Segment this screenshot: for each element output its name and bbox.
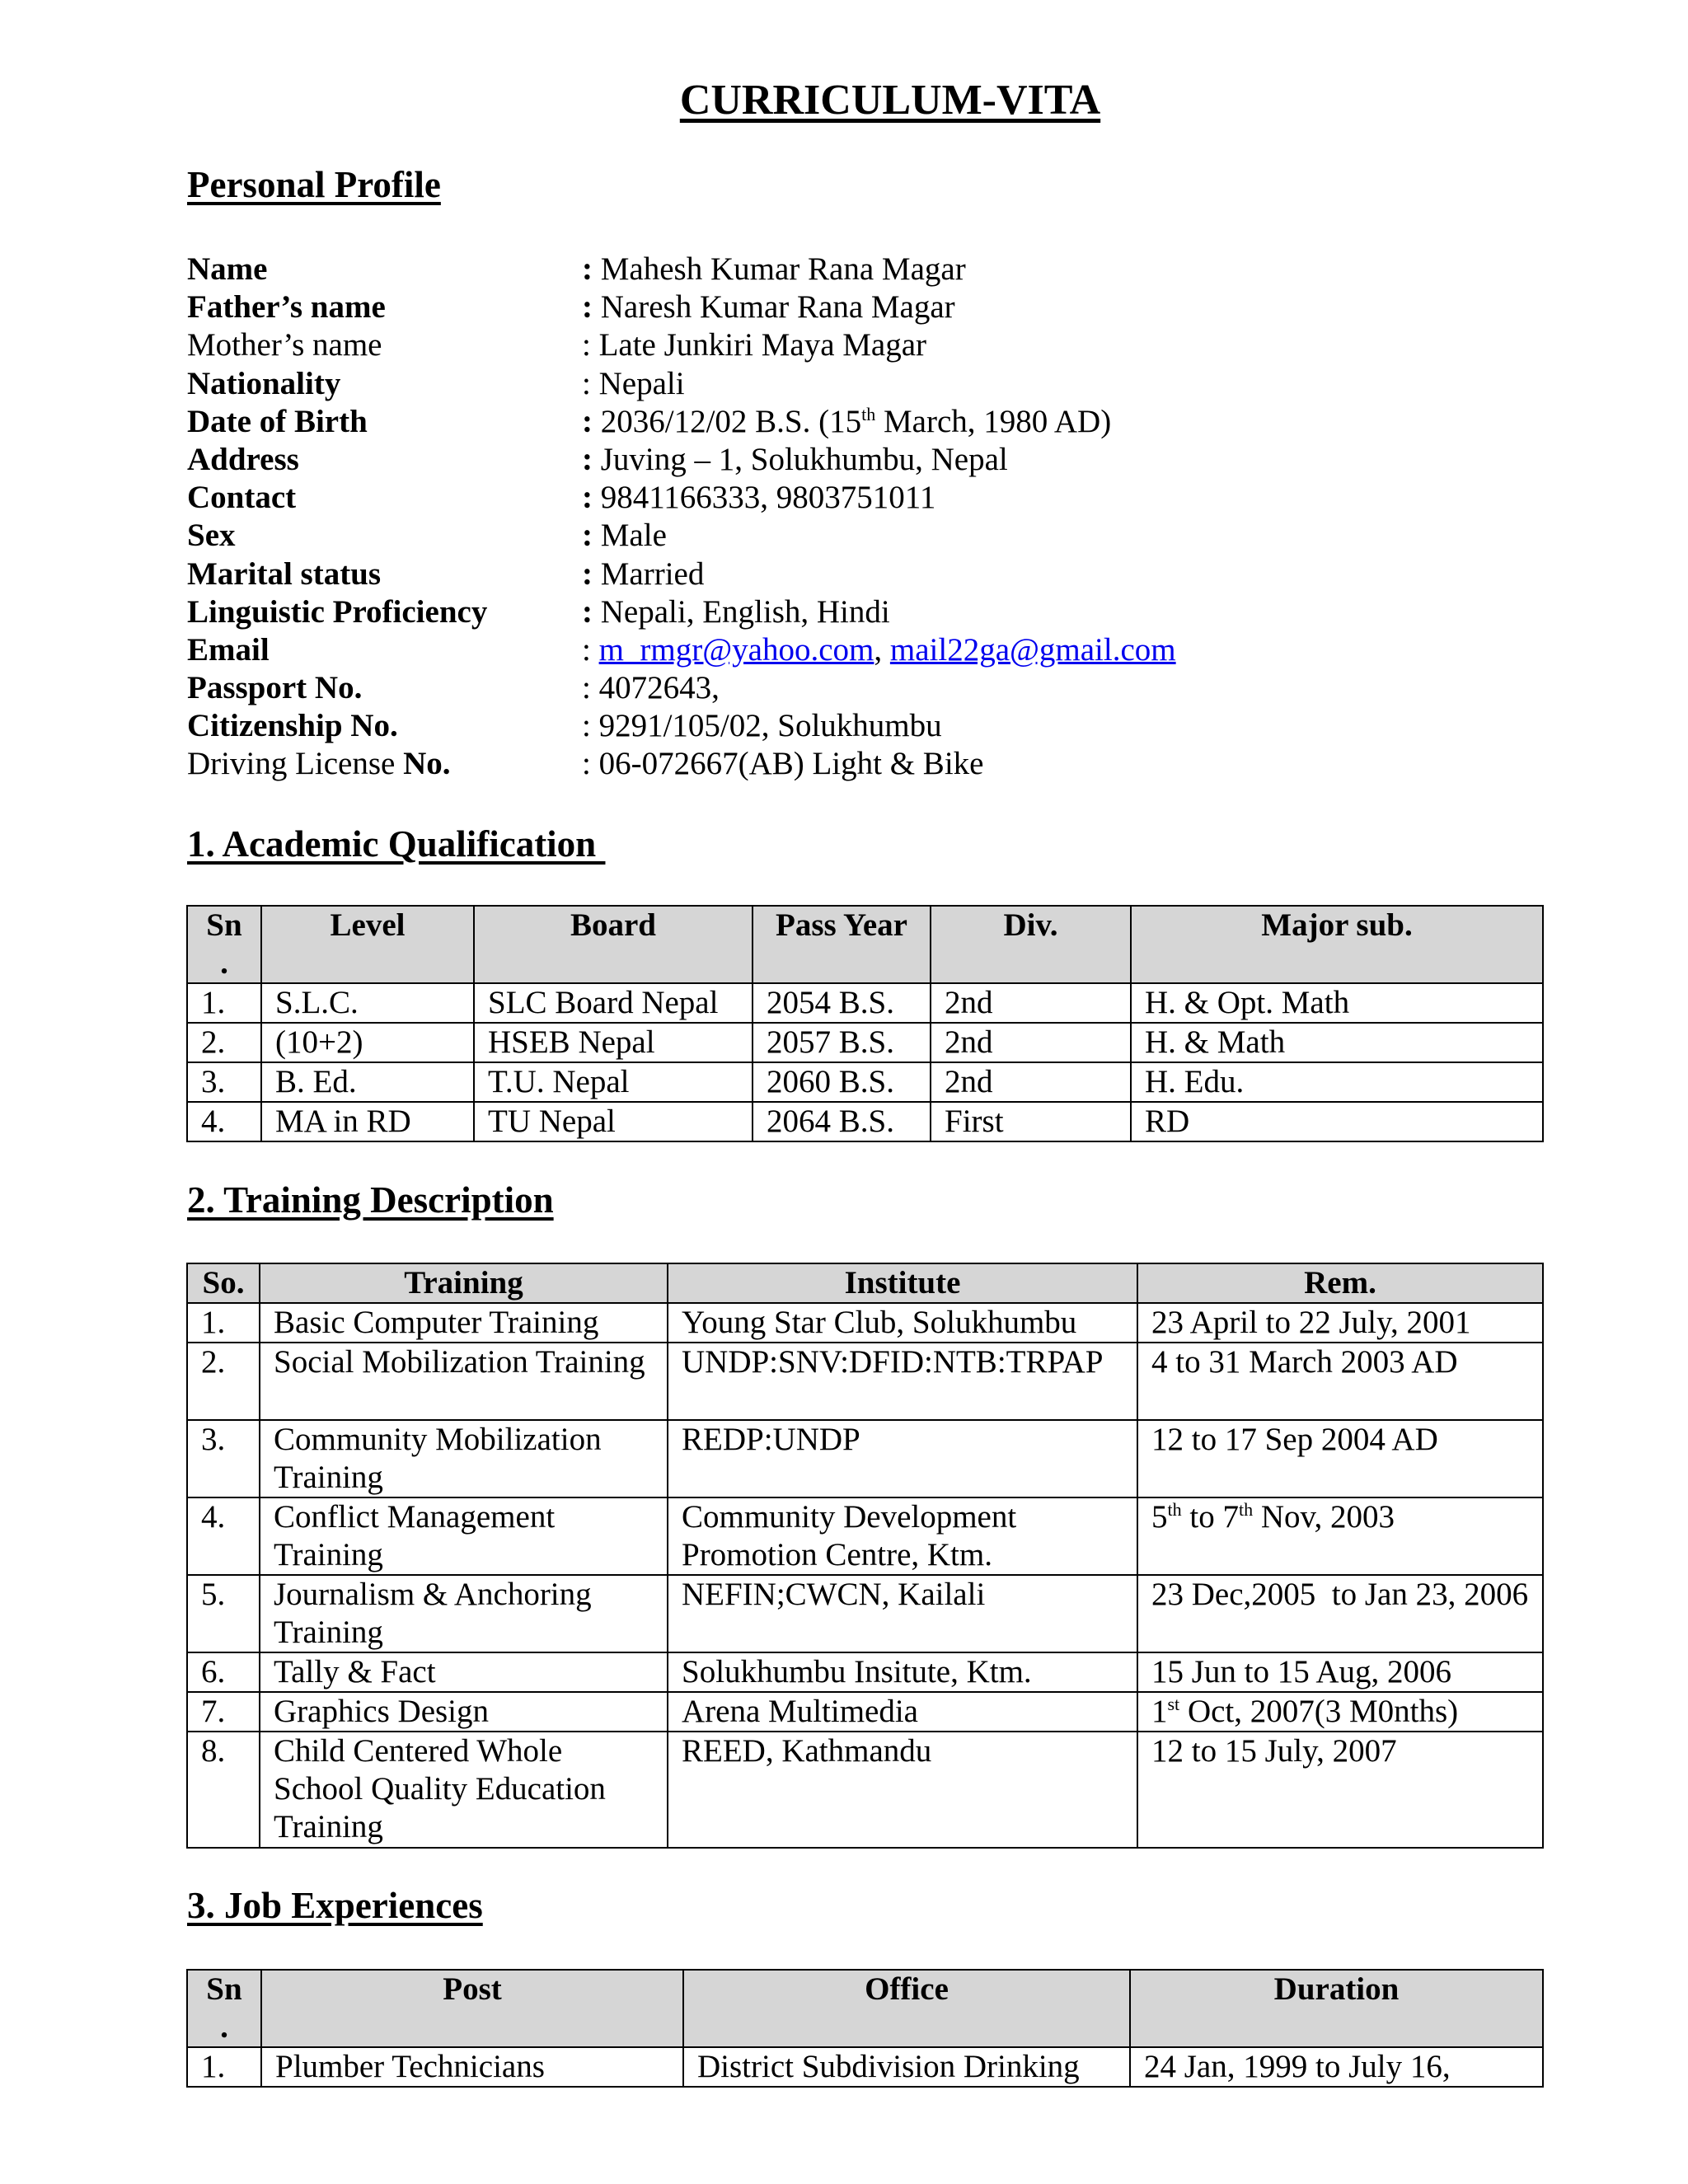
profile-value: 2036/12/02 B.S. (15th March, 1980 AD) bbox=[600, 403, 1112, 439]
table-cell: 2060 B.S. bbox=[753, 1062, 931, 1102]
profile-colon: : bbox=[582, 441, 601, 477]
table-row bbox=[187, 983, 1543, 1023]
profile-colon: : bbox=[582, 746, 599, 782]
table-cell: (10+2) bbox=[261, 1023, 474, 1062]
profile-value: 9841166333, 9803751011 bbox=[600, 480, 936, 516]
academic-table bbox=[186, 905, 1544, 1142]
table-row bbox=[187, 2047, 1543, 2087]
table-cell: 23 April to 22 July, 2001 bbox=[1137, 1303, 1543, 1343]
email-link-gmail[interactable]: mail22ga@gmail.com bbox=[889, 631, 1176, 668]
jobs-col-office: Office bbox=[683, 1970, 1130, 2047]
table-cell: 8. bbox=[187, 1732, 260, 1848]
table-cell: T.U. Nepal bbox=[474, 1062, 753, 1102]
table-cell: 1. bbox=[187, 1303, 260, 1343]
profile-value: Nepali bbox=[598, 365, 685, 401]
training-col-institute: Institute bbox=[668, 1263, 1137, 1303]
profile-colon: : bbox=[582, 480, 601, 516]
table-cell: 1. bbox=[187, 983, 261, 1023]
table-cell: Social Mobilization Training bbox=[260, 1343, 668, 1420]
profile-value: Mahesh Kumar Rana Magar bbox=[600, 251, 966, 287]
table-cell: Young Star Club, Solukhumbu bbox=[668, 1303, 1137, 1343]
jobs-col-sn: Sn . bbox=[187, 1970, 261, 2047]
profile-label: Address bbox=[187, 441, 299, 477]
table-cell: Tally & Fact bbox=[260, 1652, 668, 1692]
profile-colon: : bbox=[582, 251, 601, 287]
table-row bbox=[187, 1692, 1543, 1732]
academic-col-sn: Sn . bbox=[187, 906, 261, 983]
table-cell: 15 Jun to 15 Aug, 2006 bbox=[1137, 1652, 1543, 1692]
table-cell: 4 to 31 March 2003 AD bbox=[1137, 1343, 1543, 1420]
profile-value: Married bbox=[600, 555, 705, 592]
table-row bbox=[187, 1343, 1543, 1420]
table-cell: 7. bbox=[187, 1692, 260, 1732]
profile-colon: : bbox=[582, 593, 601, 630]
table-cell: RD bbox=[1131, 1102, 1543, 1141]
table-cell: Journalism & Anchoring Training bbox=[260, 1575, 668, 1652]
training-table bbox=[186, 1263, 1544, 1849]
table-cell: SLC Board Nepal bbox=[474, 983, 753, 1023]
table-cell: S.L.C. bbox=[261, 983, 474, 1023]
profile-label: Contact bbox=[187, 480, 297, 516]
table-cell: 2nd bbox=[931, 1023, 1131, 1062]
profile-colon: : bbox=[582, 708, 599, 744]
academic-header-row bbox=[187, 906, 1543, 983]
email-separator: , bbox=[874, 631, 890, 668]
table-cell: MA in RD bbox=[261, 1102, 474, 1141]
table-row bbox=[187, 1497, 1543, 1575]
academic-heading: 1. Academic Qualification bbox=[187, 823, 606, 865]
table-cell: Community Mobilization Training bbox=[260, 1420, 668, 1497]
table-cell: NEFIN;CWCN, Kailali bbox=[668, 1575, 1137, 1652]
table-cell: 12 to 17 Sep 2004 AD bbox=[1137, 1420, 1543, 1497]
table-cell: H. & Opt. Math bbox=[1131, 983, 1543, 1023]
training-col-rem: Rem. bbox=[1137, 1263, 1543, 1303]
table-cell: Plumber Technicians bbox=[261, 2047, 683, 2087]
table-cell: REED, Kathmandu bbox=[668, 1732, 1137, 1848]
profile-label: Date of Birth bbox=[187, 403, 368, 439]
profile-colon: : bbox=[582, 631, 599, 668]
table-cell: 5th to 7th Nov, 2003 bbox=[1137, 1497, 1543, 1575]
profile-value: Male bbox=[600, 518, 667, 554]
table-cell: REDP:UNDP bbox=[668, 1420, 1137, 1497]
table-row bbox=[187, 1420, 1543, 1497]
academic-col-level: Level bbox=[261, 906, 474, 983]
table-cell: 3. bbox=[187, 1062, 261, 1102]
academic-col-major: Major sub. bbox=[1131, 906, 1543, 983]
table-cell: 4. bbox=[187, 1497, 260, 1575]
table-cell: 2. bbox=[187, 1023, 261, 1062]
jobs-col-duration: Duration bbox=[1130, 1970, 1543, 2047]
table-cell: 2064 B.S. bbox=[753, 1102, 931, 1141]
table-cell: TU Nepal bbox=[474, 1102, 753, 1141]
profile-value: 06-072667(AB) Light & Bike bbox=[598, 746, 984, 782]
table-cell: 1. bbox=[187, 2047, 261, 2087]
profile-label: Linguistic Proficiency bbox=[187, 593, 488, 630]
profile-label: Email bbox=[187, 631, 270, 668]
profile-colon: : bbox=[582, 403, 601, 439]
training-col-so: So. bbox=[187, 1263, 260, 1303]
table-row bbox=[187, 1062, 1543, 1102]
profile-value: Juving – 1, Solukhumbu, Nepal bbox=[600, 441, 1008, 477]
profile-colon: : bbox=[582, 327, 599, 363]
jobs-table bbox=[186, 1969, 1544, 2088]
table-cell: 6. bbox=[187, 1652, 260, 1692]
table-cell: District Subdivision Drinking bbox=[683, 2047, 1130, 2087]
personal-profile-heading: Personal Profile bbox=[187, 164, 441, 205]
table-row bbox=[187, 1102, 1543, 1141]
table-row bbox=[187, 1023, 1543, 1062]
academic-col-board: Board bbox=[474, 906, 753, 983]
academic-col-div: Div. bbox=[931, 906, 1131, 983]
jobs-heading: 3. Job Experiences bbox=[187, 1885, 483, 1926]
table-cell: Graphics Design bbox=[260, 1692, 668, 1732]
table-row bbox=[187, 1303, 1543, 1343]
profile-colon: : bbox=[582, 670, 599, 706]
training-heading: 2. Training Description bbox=[187, 1179, 554, 1221]
profile-colon: : bbox=[582, 518, 601, 554]
academic-col-pass-year: Pass Year bbox=[753, 906, 931, 983]
table-cell: H. Edu. bbox=[1131, 1062, 1543, 1102]
table-cell: 2nd bbox=[931, 1062, 1131, 1102]
training-col-training: Training bbox=[260, 1263, 668, 1303]
jobs-col-post: Post bbox=[261, 1970, 683, 2047]
profile-label: Name bbox=[187, 251, 268, 287]
table-cell: 2nd bbox=[931, 983, 1131, 1023]
email-link-yahoo[interactable]: m_rmgr@yahoo.com bbox=[598, 631, 874, 668]
profile-label: Citizenship No. bbox=[187, 708, 398, 744]
table-cell: 1st Oct, 2007(3 M0nths) bbox=[1137, 1692, 1543, 1732]
table-cell: 5. bbox=[187, 1575, 260, 1652]
table-row bbox=[187, 1652, 1543, 1692]
profile-label: Passport No. bbox=[187, 670, 363, 706]
profile-value: 9291/105/02, Solukhumbu bbox=[598, 708, 942, 744]
profile-label: Nationality bbox=[187, 365, 341, 401]
profile-value: Nepali, English, Hindi bbox=[600, 593, 890, 630]
profile-colon: : bbox=[582, 365, 599, 401]
table-cell: 2. bbox=[187, 1343, 260, 1420]
table-row bbox=[187, 1575, 1543, 1652]
table-cell: Arena Multimedia bbox=[668, 1692, 1137, 1732]
table-cell: 2057 B.S. bbox=[753, 1023, 931, 1062]
table-cell: Basic Computer Training bbox=[260, 1303, 668, 1343]
table-row bbox=[187, 1732, 1543, 1848]
profile-colon: : bbox=[582, 555, 601, 592]
table-cell: HSEB Nepal bbox=[474, 1023, 753, 1062]
table-cell: UNDP:SNV:DFID:NTB:TRPAP bbox=[668, 1343, 1137, 1420]
table-cell: 2054 B.S. bbox=[753, 983, 931, 1023]
table-cell: 12 to 15 July, 2007 bbox=[1137, 1732, 1543, 1848]
table-cell: Community Development Promotion Centre, Ktm. bbox=[668, 1497, 1137, 1575]
table-cell: Conflict Management Training bbox=[260, 1497, 668, 1575]
profile-label: Marital status bbox=[187, 555, 382, 592]
table-cell: Child Centered Whole School Quality Education Training bbox=[260, 1732, 668, 1848]
table-cell: 24 Jan, 1999 to July 16, bbox=[1130, 2047, 1543, 2087]
table-cell: Solukhumbu Insitute, Ktm. bbox=[668, 1652, 1137, 1692]
table-cell: H. & Math bbox=[1131, 1023, 1543, 1062]
profile-value: Naresh Kumar Rana Magar bbox=[600, 289, 955, 326]
profile-colon: : bbox=[582, 289, 601, 326]
profile-label: Father’s name bbox=[187, 289, 386, 326]
table-cell: First bbox=[931, 1102, 1131, 1141]
profile-value: 4072643, bbox=[598, 670, 720, 706]
table-cell: 3. bbox=[187, 1420, 260, 1497]
document-title: CURRICULUM-VITA bbox=[679, 77, 1101, 124]
profile-value: Late Junkiri Maya Magar bbox=[598, 327, 927, 363]
table-cell: B. Ed. bbox=[261, 1062, 474, 1102]
table-cell: 23 Dec,2005 to Jan 23, 2006 bbox=[1137, 1575, 1543, 1652]
jobs-header-row bbox=[187, 1970, 1543, 2047]
profile-label: Mother’s name bbox=[187, 327, 382, 363]
profile-label: Driving License No. bbox=[187, 746, 451, 782]
training-header-row bbox=[187, 1263, 1543, 1303]
profile-label: Sex bbox=[187, 518, 236, 554]
table-cell: 4. bbox=[187, 1102, 261, 1141]
